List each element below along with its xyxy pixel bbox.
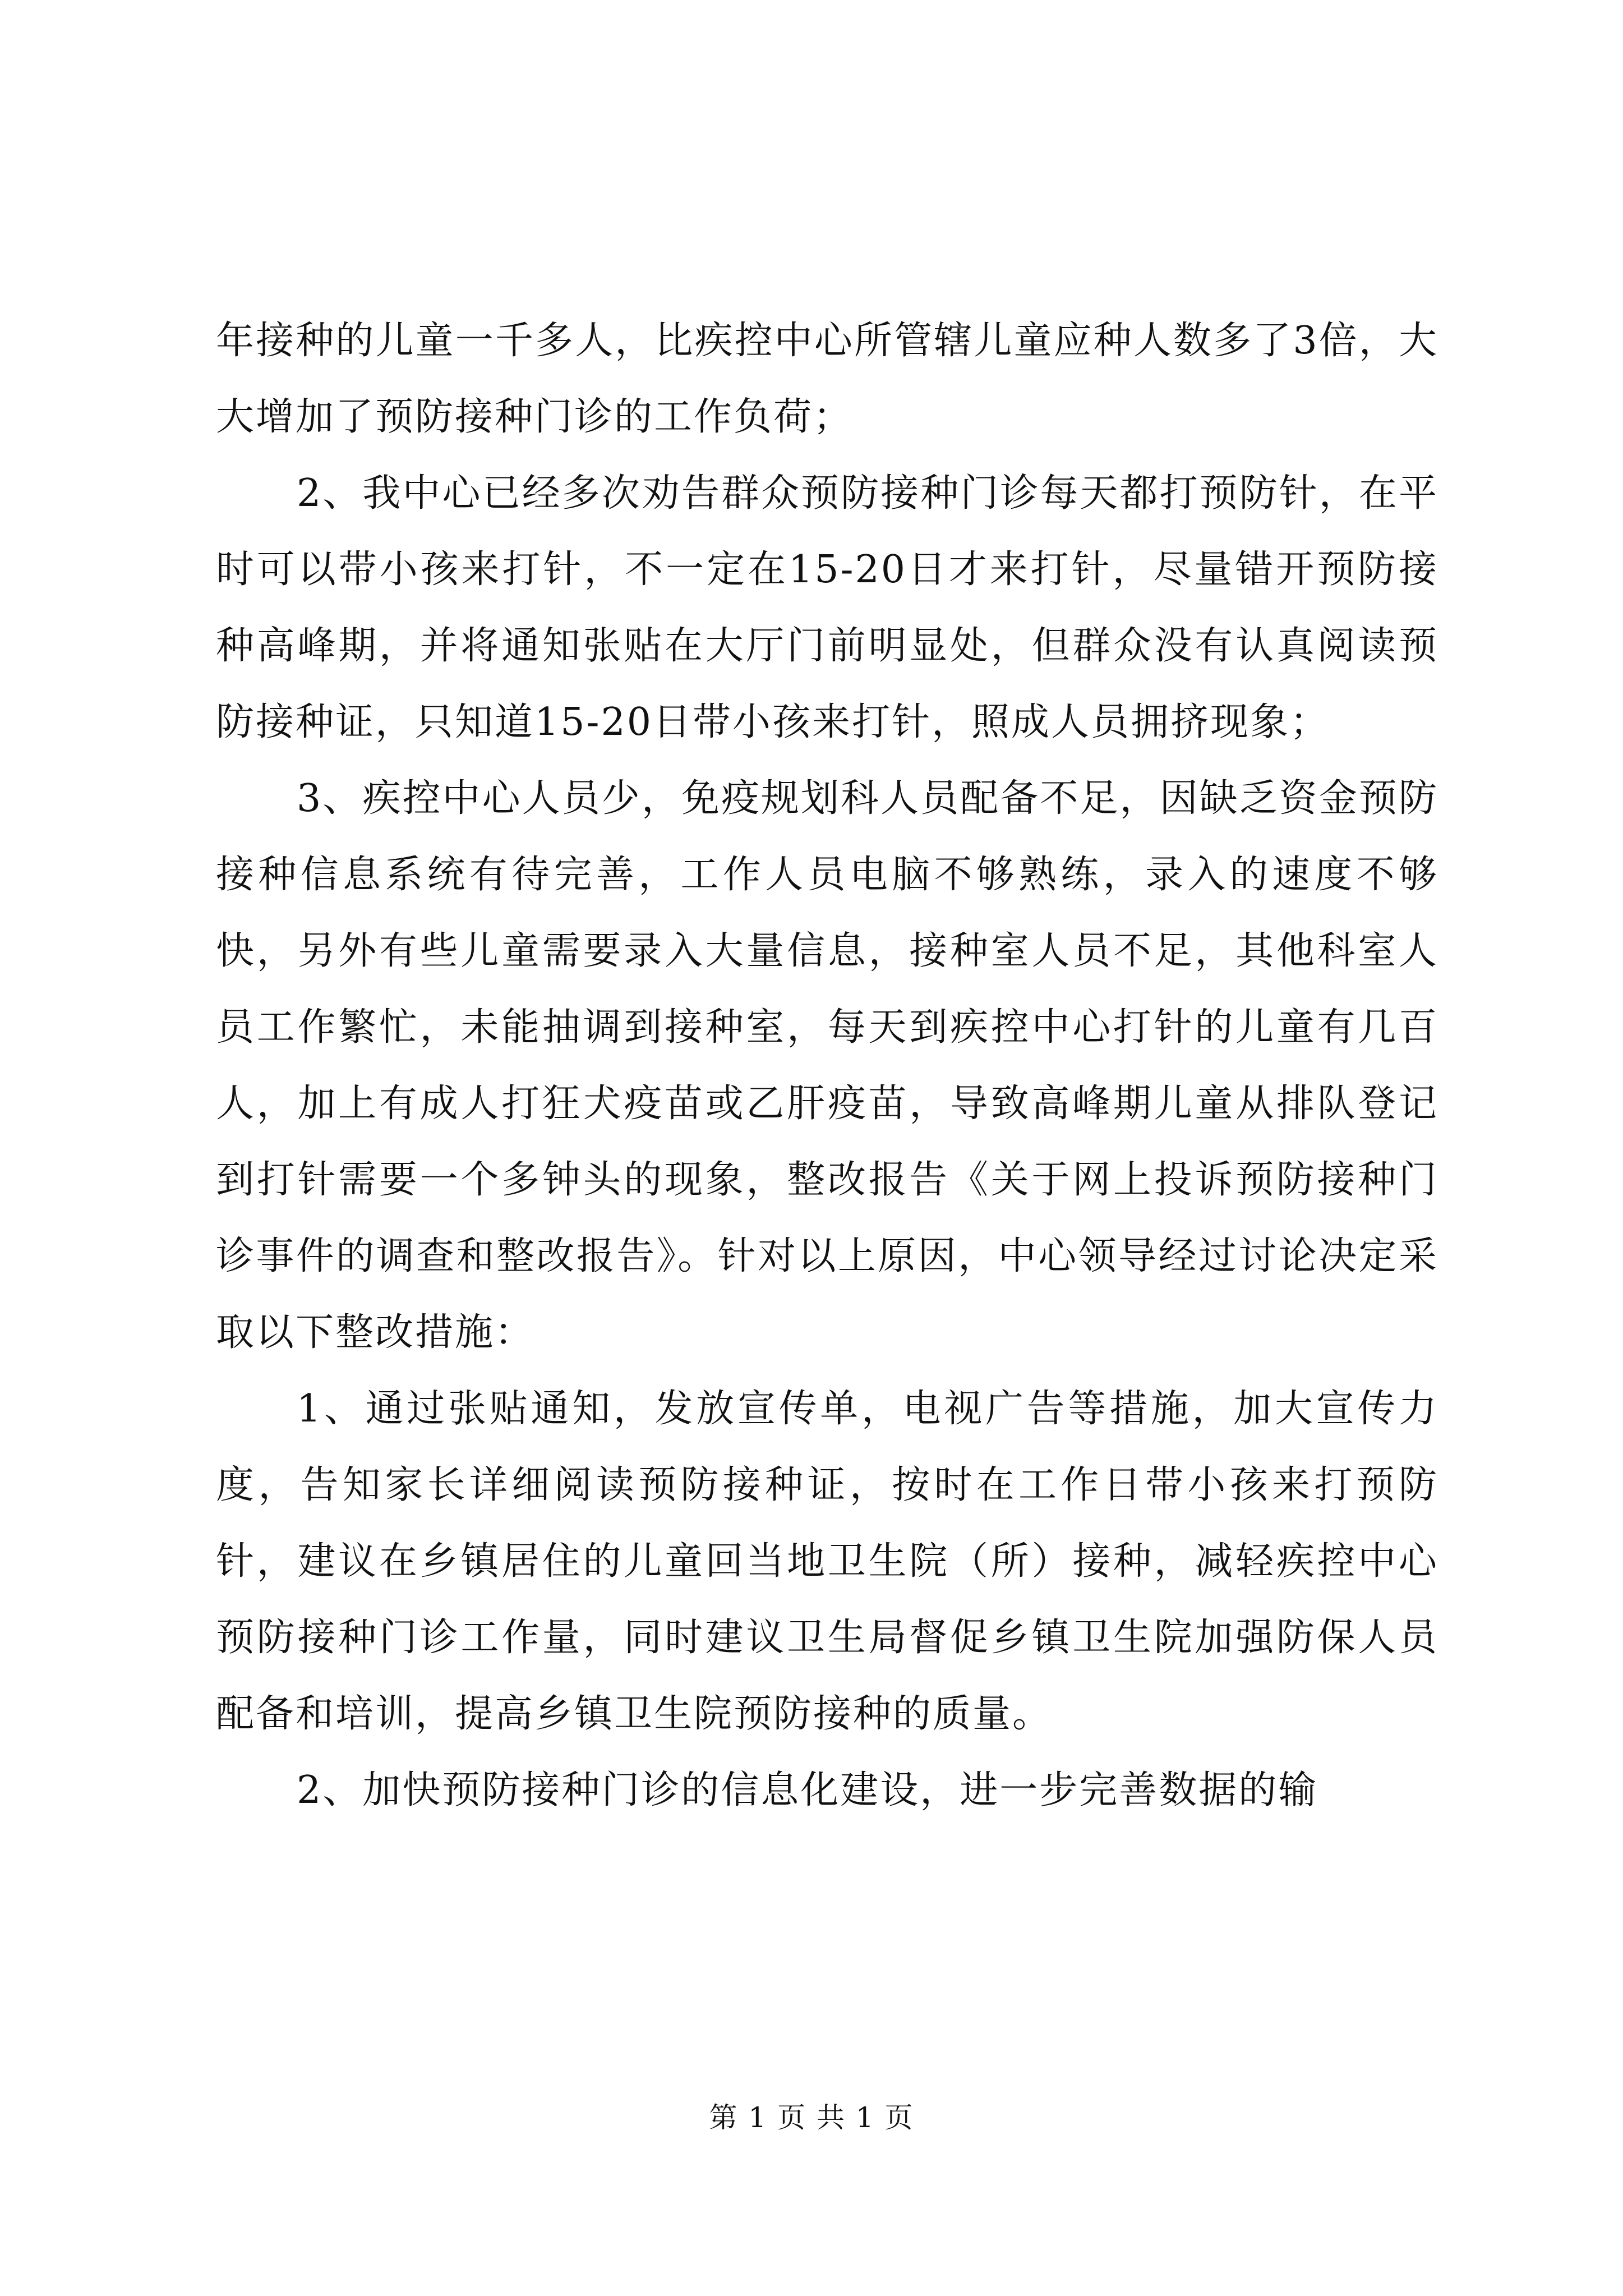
paragraph-continuation: 年接种的儿童一千多人，比疾控中心所管辖儿童应种人数多了3倍，大大增加了预防接种门诊的工作负荷； — [216, 319, 1438, 439]
paragraph-measure-1: 1、通过张贴通知，发放宣传单，电视广告等措施，加大宣传力度，告知家长详细阅读预防接种证，按时在工作日带小孩来打预防针，建议在乡镇居住的儿童回当地卫生院（所）接种，减轻疾控中心预防接种门诊工作量，同时建议卫生局督促乡镇卫生院加强防保人员配备和培训，提高乡镇卫生院预防接种的质量。 — [216, 1387, 1438, 1736]
paragraph-measure-2: 2、加快预防接种门诊的信息化建设，进一步完善数据的输 — [297, 1768, 1318, 1812]
document-body — [216, 303, 1438, 1829]
paragraph-item-3: 3、疾控中心人员少，免疫规划科人员配备不足，因缺乏资金预防接种信息系统有待完善，工作人员电脑不够熟练，录入的速度不够快，另外有些儿童需要录入大量信息，接种室人员不足，其他科室人员工作繁忙，未能抽调到接种室，每天到疾控中心打针的儿童有几百人，加上有成人打狂犬疫苗或乙肝疫苗，导致高峰期儿童从排队登记到打针需要一个多钟头的现象，整改报告《关于网上投诉预防接种门诊事件的调查和整改报告》。针对以上原因，中心领导经过讨论决定采取以下整改措施： — [216, 776, 1438, 1355]
paragraph-item-2: 2、我中心已经多次劝告群众预防接种门诊每天都打预防针，在平时可以带小孩来打针，不一定在15-20日才来打针，尽量错开预防接种高峰期，并将通知张贴在大厅门前明显处，但群众没有认真阅读预防接种证，只知道15-20日带小孩来打针，照成人员拥挤现象； — [216, 471, 1438, 744]
page-footer: 第 1 页 共 1 页 — [709, 2101, 914, 2134]
